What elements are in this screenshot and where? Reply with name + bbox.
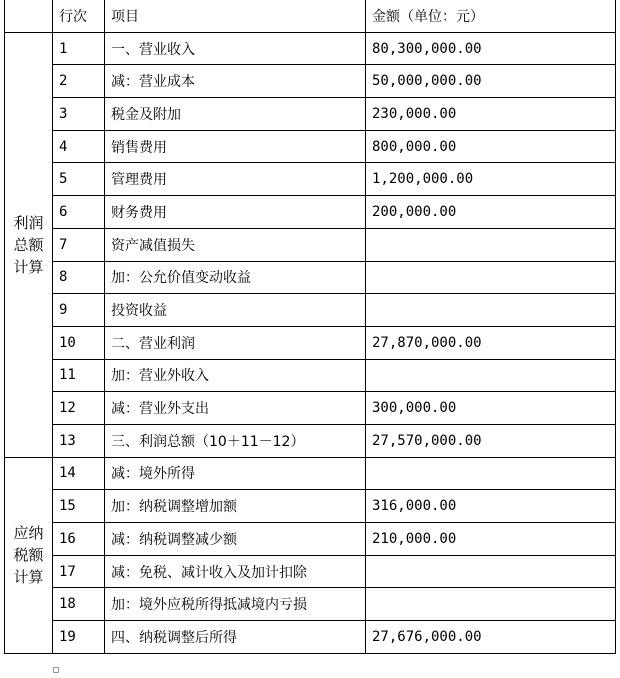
line-number: 14 [53, 457, 105, 490]
line-number: 19 [53, 621, 105, 654]
line-number: 15 [53, 490, 105, 523]
amount-value: 27,870,000.00 [366, 326, 616, 359]
item-label: 一、营业收入 [105, 32, 366, 65]
line-number: 1 [53, 32, 105, 65]
amount-value: 230,000.00 [366, 98, 616, 131]
table-resize-handle[interactable] [53, 667, 59, 673]
item-label: 销售费用 [105, 130, 366, 163]
line-number: 17 [53, 555, 105, 588]
line-number: 18 [53, 588, 105, 621]
line-number: 7 [53, 228, 105, 261]
group-profit-total [5, 32, 53, 457]
table-row [5, 588, 616, 621]
line-number: 16 [53, 523, 105, 556]
line-number: 3 [53, 98, 105, 131]
item-label: 减：纳税调整减少额 [105, 523, 366, 556]
amount-value: 200,000.00 [366, 196, 616, 229]
amount-value: 27,570,000.00 [366, 424, 616, 457]
table-row [5, 294, 616, 327]
header-line-no: 行次 [53, 0, 105, 32]
table-row [5, 326, 616, 359]
amount-value: 50,000,000.00 [366, 65, 616, 98]
line-number: 13 [53, 424, 105, 457]
table-row [5, 261, 616, 294]
table-row [5, 621, 616, 654]
line-number: 11 [53, 359, 105, 392]
item-label: 减：境外所得 [105, 457, 366, 490]
table-row [5, 196, 616, 229]
group-label-profit: 利润总额计算 [13, 213, 44, 276]
amount-value [366, 555, 616, 588]
item-label: 财务费用 [105, 196, 366, 229]
amount-value: 80,300,000.00 [366, 32, 616, 65]
line-number: 4 [53, 130, 105, 163]
amount-value: 1,200,000.00 [366, 163, 616, 196]
table-row [5, 65, 616, 98]
amount-value: 300,000.00 [366, 392, 616, 425]
amount-value [366, 588, 616, 621]
table-body [5, 0, 616, 653]
item-label: 减：营业成本 [105, 65, 366, 98]
table-row [5, 457, 616, 490]
amount-value: 27,676,000.00 [366, 621, 616, 654]
item-label: 税金及附加 [105, 98, 366, 131]
amount-value [366, 457, 616, 490]
amount-value: 800,000.00 [366, 130, 616, 163]
item-label: 管理费用 [105, 163, 366, 196]
table-row [5, 32, 616, 65]
tax-calculation-table [4, 0, 616, 654]
line-number: 6 [53, 196, 105, 229]
amount-value [366, 261, 616, 294]
amount-value [366, 294, 616, 327]
group-label-taxable: 应纳税额计算 [13, 524, 44, 587]
line-number: 9 [53, 294, 105, 327]
header-row [5, 0, 616, 32]
table-row [5, 555, 616, 588]
item-label: 资产减值损失 [105, 228, 366, 261]
line-number: 2 [53, 65, 105, 98]
item-label: 减：免税、减计收入及加计扣除 [105, 555, 366, 588]
amount-value [366, 228, 616, 261]
amount-value: 316,000.00 [366, 490, 616, 523]
line-number: 8 [53, 261, 105, 294]
table-row [5, 523, 616, 556]
item-label: 三、利润总额（10＋11－12） [105, 424, 366, 457]
item-label: 加：纳税调整增加额 [105, 490, 366, 523]
item-label: 减：营业外支出 [105, 392, 366, 425]
header-amount: 金额（单位：元） [366, 0, 616, 32]
table-row [5, 163, 616, 196]
table-row [5, 228, 616, 261]
item-label: 投资收益 [105, 294, 366, 327]
table-row [5, 98, 616, 131]
table-row [5, 130, 616, 163]
header-blank-cell [5, 0, 53, 32]
table-row [5, 490, 616, 523]
line-number: 10 [53, 326, 105, 359]
amount-value: 210,000.00 [366, 523, 616, 556]
amount-value [366, 359, 616, 392]
table-row [5, 359, 616, 392]
table-row [5, 424, 616, 457]
item-label: 加：营业外收入 [105, 359, 366, 392]
group-taxable-income [5, 457, 53, 653]
item-label: 加：境外应税所得抵减境内亏损 [105, 588, 366, 621]
item-label: 二、营业利润 [105, 326, 366, 359]
line-number: 5 [53, 163, 105, 196]
item-label: 四、纳税调整后所得 [105, 621, 366, 654]
table-row [5, 392, 616, 425]
line-number: 12 [53, 392, 105, 425]
header-item: 项目 [105, 0, 366, 32]
item-label: 加：公允价值变动收益 [105, 261, 366, 294]
